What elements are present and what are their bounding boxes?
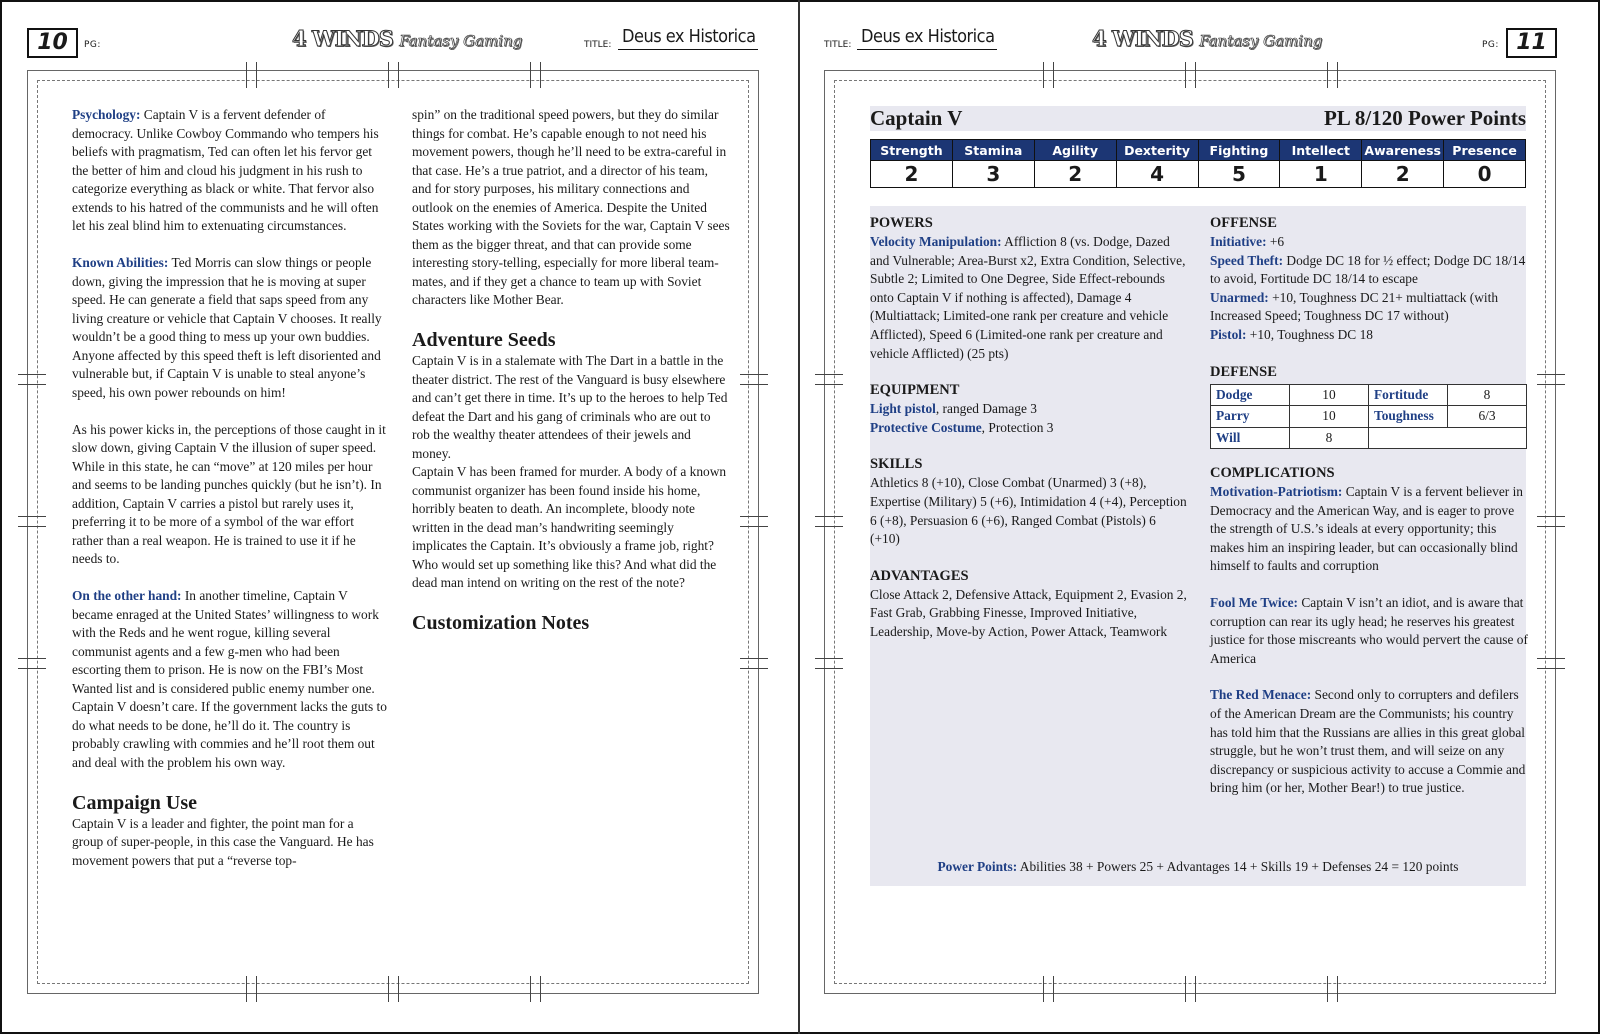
red-menace: The Red Menace: Second only to corrupters and defilers of the American Dream are the Communists; his country has told him that the Russians are allies in this great global struggle, but he won’t trust them, and will seize on any discrepancy or suspicious activity to accuse a Commie and bring him (or her, Mother Bear!) to true justice. xyxy=(1210,687,1526,796)
sheet-left-column xyxy=(870,214,1188,660)
advantages-text: Close Attack 2, Defensive Attack, Equipment 2, Evasion 2, Fast Grab, Grabbing Finesse, Improved Initiative, Leadership, Move-by Action, Power Attack, Teamwork xyxy=(870,586,1187,639)
left-page xyxy=(0,0,798,1034)
offense-section xyxy=(1210,214,1528,345)
fortitude-value: 8 xyxy=(1448,384,1527,406)
book-title: Deus ex Historica xyxy=(857,25,997,50)
unarmed: Unarmed: +10, Toughness DC 21+ multiattack (with Increased Speed; Toughness DC 17 without) xyxy=(1210,289,1499,324)
dodge-value: 10 xyxy=(1290,384,1369,406)
campaign-use-heading: Campaign Use xyxy=(72,791,198,814)
page-number-box: 11 xyxy=(1506,28,1557,58)
toughness-label: Toughness xyxy=(1369,406,1448,428)
powers-heading: POWERS xyxy=(870,215,933,231)
skills-section xyxy=(870,455,1188,548)
campaign-use-continued: spin” on the traditional speed powers, but they do similar things for combat. He’s capable enough to not need his movement powers, though he’ll need to be extra-careful in that case. He’s a true patriot, and a director of his team, and for story purposes, his military connections and outlook on the enemies of America. Despite the United States working with the Soviets for the war, Captain V sees them as the bigger threat, and that can provide some interesting story-telling, especially for more liberal team-mates, and if they get a chance to team up with Soviet characters like Mother Bear. xyxy=(412,107,730,307)
character-name: Captain V xyxy=(870,106,963,130)
toughness-value: 6/3 xyxy=(1448,406,1527,428)
sheet-right-column xyxy=(1210,214,1528,798)
character-sheet xyxy=(870,106,1526,884)
ability-name: Intellect xyxy=(1280,140,1362,161)
ability-value: 4 xyxy=(1116,161,1198,188)
defense-heading: DEFENSE xyxy=(1210,363,1277,380)
ability-value: 3 xyxy=(952,161,1034,188)
ability-value: 5 xyxy=(1198,161,1280,188)
ability-value: 1 xyxy=(1280,161,1362,188)
empty-cell xyxy=(1369,427,1527,449)
ability-value: 0 xyxy=(1444,161,1526,188)
adventure-seeds-heading: Adventure Seeds xyxy=(412,329,556,351)
ability-name: Presence xyxy=(1444,140,1526,161)
complications-heading: COMPLICATIONS xyxy=(1210,465,1335,482)
dodge-label: Dodge xyxy=(1211,384,1290,406)
left-column-2 xyxy=(412,106,730,635)
defense-section xyxy=(1210,363,1528,450)
ability-name: Stamina xyxy=(952,140,1034,161)
adventure-seed-2: Captain V has been framed for murder. A body of a known communist organizer has been found inside his home, horribly beaten to death. An incomplete, bloody note written in the dead man’s handwriting seemingly implicates the Captain. It’s obviously a frame job, right? Who would set up something like this? And what did the dead man intend on writing on the rest of the note? xyxy=(412,464,727,590)
publisher-logo: 4 WINDS Fantasy Gaming xyxy=(292,26,523,51)
defense-table xyxy=(1210,384,1527,450)
fool-me-twice: Fool Me Twice: Captain V isn’t an idiot, and is aware that corruption can rear its ugly head; he reserves his greatest justice for those miscreants who would pervert the cause of America xyxy=(1210,595,1528,666)
title-label: TITLE: xyxy=(824,40,852,50)
left-column-1 xyxy=(72,106,388,870)
complications-section xyxy=(1210,464,1528,798)
will-value: 8 xyxy=(1290,427,1369,449)
other-hand-paragraph: On the other hand: In another timeline, Captain V became enraged at the United States’ willingness to work with the Reds and he went rogue, killing several communist agents and a few g-men who had been escorting them to prison. He is now on the FBI’s Most Wanted list and is considered public enemy number one. Captain V doesn’t care. If the government lacks the guts to do what needs to be done, he’ll do it. The country is probably crawling with commies and he’ll root them out and deal with the problem his own way. xyxy=(72,588,387,770)
ability-value: 2 xyxy=(871,161,953,188)
pistol-attack: Pistol: +10, Toughness DC 18 xyxy=(1210,326,1373,342)
power-level: PL 8/120 Power Points xyxy=(1323,106,1526,130)
skills-heading: SKILLS xyxy=(870,456,923,473)
customization-notes-heading: Customization Notes xyxy=(412,612,590,634)
speed-theft: Speed Theft: Dodge DC 18 for ½ effect; Dodge DC 18/14 to avoid, Fortitude DC 18/14 to escape xyxy=(1210,252,1526,287)
book-title: Deus ex Historica xyxy=(618,25,758,50)
equipment-costume: Protective Costume, Protection 3 xyxy=(870,419,1054,435)
pg-label: PG: xyxy=(1482,40,1499,50)
advantages-section xyxy=(870,567,1188,642)
power-paragraph: As his power kicks in, the perceptions of those caught in it slow down, giving Captain V the illusion of super speed. While in this state, he can “move” at 120 miles per hour and seems to be landing punches quickly (but he isn’t). In addition, Captain V carries a pistol but rarely uses it, preferring it to be more of a symbol of the war effort rather than a real weapon. He is trained to use it if he needs to. xyxy=(72,421,386,566)
ability-value: 2 xyxy=(1362,161,1444,188)
skills-text: Athletics 8 (+10), Close Combat (Unarmed) 3 (+8), Expertise (Military) 5 (+6), Intimidation 4 (+4), Perception 6 (+8), Persuasion 6 (+6), Ranged Combat (Pistols) 6 (+10) xyxy=(870,475,1187,547)
offense-heading: OFFENSE xyxy=(1210,215,1277,231)
known-abilities-paragraph: Known Abilities: Ted Morris can slow things or people down, giving the impression that he is moving at super speed. He can generate a field that saps speed from any living creature or vehicle that Captain V chooses. It really wouldn’t be a good thing to mess up your own buddies. Anyone affected by this speed theft is left disoriented and vulnerable but, if Captain V is unable to steal anyone’s speed, his own power rebounds on him! xyxy=(72,255,382,400)
ability-name: Awareness xyxy=(1362,140,1444,161)
abilities-table xyxy=(870,139,1526,188)
sheet-header xyxy=(870,106,1526,131)
title-label: TITLE: xyxy=(584,40,612,50)
ability-value: 2 xyxy=(1034,161,1116,188)
ability-name: Agility xyxy=(1034,140,1116,161)
psychology-paragraph: Psychology: Captain V is a fervent defender of democracy. Unlike Cowboy Commando who tempers his beliefs with pragmatism, Ted can often let his fervor get the better of him and cloud his judgment in his rush to categorize everything as black or white. That fervor also extends to his hatred of the communists and he will often let his zeal blind him to extenuating circumstances. xyxy=(72,107,379,233)
campaign-use-paragraph: Captain V is a leader and fighter, the point man for a group of super-people, in this case the Vanguard. He has movement powers that put a “reverse top- xyxy=(72,815,374,868)
power-points-summary: Power Points: Abilities 38 + Powers 25 + Advantages 14 + Skills 19 + Defenses 24 = 120 points xyxy=(937,859,1459,874)
ability-name: Fighting xyxy=(1198,140,1280,161)
initiative: Initiative: +6 xyxy=(1210,234,1285,249)
parry-label: Parry xyxy=(1211,406,1290,428)
fortitude-label: Fortitude xyxy=(1369,384,1448,406)
equipment-pistol: Light pistol, ranged Damage 3 xyxy=(870,401,1037,417)
pg-label: PG: xyxy=(84,40,101,50)
equipment-section xyxy=(870,381,1188,437)
will-label: Will xyxy=(1211,427,1290,449)
page-number-box: 10 xyxy=(27,28,78,58)
advantages-heading: ADVANTAGES xyxy=(870,567,969,584)
publisher-logo: 4 WINDS Fantasy Gaming xyxy=(1092,26,1323,51)
ability-name: Dexterity xyxy=(1116,140,1198,161)
velocity-manipulation: Velocity Manipulation: Affliction 8 (vs. Dodge, Dazed and Vulnerable; Area-Burst x2, Extra Condition, Selective, Subtle 2; Limited to One Degree, Side Effect-rebounds onto Captain V if nothing is affected), Damage 4 (Multiattack; Limited-one rank per creature and vehicle Afflicted), Speed 6 (Limited-one rank per creature and vehicle Afflicted) (25 pts) xyxy=(870,234,1186,361)
powers-section xyxy=(870,214,1188,363)
ability-name: Strength xyxy=(871,140,953,161)
adventure-seed-1: Captain V is in a stalemate with The Dart in a battle in the theater district. The rest of the Vanguard is busy elsewhere and can’t get there in time. It’s up to the heroes to help Ted defeat the Dart and his gang of criminals who are out to rob the wealthy theater attendees of their jewels and money. xyxy=(412,353,728,461)
motivation-patriotism: Motivation-Patriotism: Captain V is a fervent believer in Democracy and the American Way, and is eager to prove the strength of U.S.’s ideals at every opportunity; this makes him an inspiring leader, but can occasionally blind himself to faults and corruption xyxy=(1210,484,1523,574)
parry-value: 10 xyxy=(1290,406,1369,428)
equipment-heading: EQUIPMENT xyxy=(870,382,960,399)
